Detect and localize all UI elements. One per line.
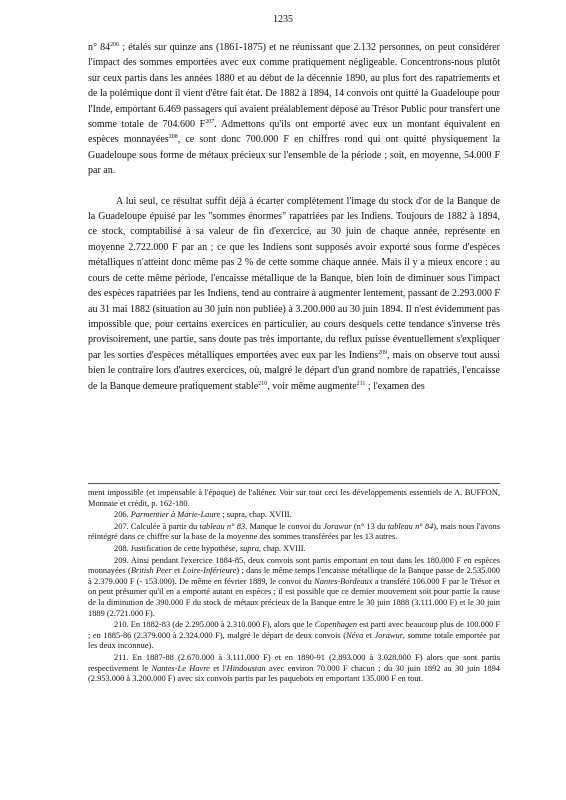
footnote-ref-209: 209: [378, 349, 388, 356]
fn209-em2: Loire-Inférieure: [182, 566, 237, 576]
fn211-c: avec environ 70.000 F chacun ; du 30 juin 1892 au 30 juin 1894 (2.953.000 à 3.200.000 F) avec six convois partis par les paquebots en emportant 135.000 F en tout.: [88, 663, 500, 684]
p2-text-d: ; l'examen des: [365, 380, 425, 392]
footnote-ref-206: 206: [110, 42, 120, 48]
fn209-a: 209. Ainsi pendant l'exercice 1884-85, deux convois sont partis emportant en tout dans les 180.000 F en espèces monnayées (: [88, 555, 500, 576]
fn211-em1: Nantes-Le Havre: [151, 663, 210, 673]
fn210-em2: Néva: [346, 630, 364, 640]
fn211-a: 211. En 1887-88 (2.670.000 à 3.111.000 F) et en 1890-91 (2.893.000 à 3.028.000 F) alors que sont partis respectivement le: [88, 652, 500, 673]
p1-text-b: ; étalés sur quinze ans (1861-1875) et ne réunissant que 2.132 personnes, on peut considérer l'impact des sommes emportées avec eux comme pratiquement négligeable. Concentrons-nous plutôt sur ceux partis dans les années 1880 et au début de la décennie 1890, au plus fort des rapatriements et de la polémique dont il vient d'être fait état. De 1882 à 1894, 14 convois ont quitté la Guadeloupe pour l'Inde, emportant 6.469 passagers qui avaient préalablement déposé au Trésor Public pour transfert une somme totale de 704.600 F: [88, 42, 500, 131]
footnote-ref-211: 211: [356, 380, 366, 387]
fn211-em2: Hindoustan: [226, 663, 266, 673]
paragraph-2: [88, 194, 500, 394]
fn208-a: 208. Justification de cette hypothèse,: [114, 543, 240, 553]
footnote-ref-210: 210: [258, 380, 268, 387]
footnote-211: [88, 653, 500, 685]
fn210-d: , somme totale emportée par les deux inconnue).: [88, 630, 500, 651]
fn207-em2: Jorawur: [323, 521, 352, 531]
fn210-em3: Jorawur: [374, 630, 403, 640]
p1-text-d: , ce sont donc 700.000 F en chiffres rond qui ont quitté physiquement la Guadeloupe sous forme de métaux précieux sur l'ensemble de la période ; soit, en moyenne, 54.000 F par an.: [88, 134, 500, 177]
fn210-b: est parti avec beaucoup plus de 100.000 F ; en 1885-86 (2.379.000 à 2.324.000 F), malgré le départ de deux convois (: [88, 620, 500, 640]
footnote-ref-208: 208: [168, 134, 178, 141]
footnote-209: [88, 556, 500, 620]
p1-text-c: . Admettons qu'ils ont emporté avec eux un montant équivalent en espèces monnayées: [88, 119, 500, 146]
footnote-206: [88, 510, 500, 521]
p2-text-b: , mais on observe tout aussi bien le contraire lors d'autres exercices, où, malgré le départ d'un grand nombre de rapatriés, l'encaisse de la Banque demeure pratiquement stable: [88, 349, 501, 392]
p2-text-a: A lui seul, ce résultat suffit déjà à écarter complètement l'image du stock d'or de la Banque de la Guadeloupe épuisé par les "sommes énormes" rapatriées par les Indiens. Toujours de 1882 à 1894, ce stock, comptabilisé à sa valeur de fin d'exercice, au 30 juin de chaque année, représente en moyenne 2.722.000 F par an ; ce que les Indiens sont supposés avoir exporté sous forme d'espèces métalliques n'atteint donc même pas 2 % de cette somme chaque année. Mais il y a mieux encore : au cours de cette même période, l'encaisse métallique de la Banque, bien loin de diminuer sous l'impact des espèces rapatriées par les Indiens, tend au contraire à augmenter lentement, passant de 2.293.000 F au 31 mai 1882 (situation au 30 juin non publiée) à 3.200.000 au 30 juin 1894. Il n'est évidemment pas impossible que, pour certains exercices en particulier, au cours desquels cette tendance s'inverse très provisoirement, une partie, sans doute pas très importante, du reflux puisse éventuellement s'expliquer par les sorties d'espèces métalliques emportées avec eux par les Indiens: [88, 195, 500, 361]
fn207-c: (n° 13 du: [351, 521, 388, 531]
fn206-rest: ; supra, chap. XVIII.: [220, 510, 292, 520]
fn207-a: 207. Calculée à partir du: [114, 521, 200, 531]
fn207-b: . Manque le convoi du: [245, 521, 324, 531]
fn206-num: 206.: [114, 510, 131, 520]
footnote-ref-207: 207: [205, 119, 215, 126]
fn209-b: et: [171, 566, 183, 576]
fn209-c: ) ; dans le même temps l'encaisse métallique de la Banque passe de 2.535.000 à 2.379.000 F (- 153.000). De même en février 1889, le convoi du: [88, 566, 500, 586]
fn211-b: et l': [209, 663, 227, 673]
page-number: 1235: [273, 14, 293, 25]
footnote-210: [88, 620, 500, 652]
fn207-d: ), mais nous l'avons réintégré dans ce chiffre sur la base de la moyenne des sommes transférées par les 13 autres.: [88, 521, 500, 542]
fn208-b: , chap. XVIII.: [258, 543, 306, 553]
fn210-em1: Copenhagen: [314, 620, 358, 630]
fn209-d: a transféré 106.000 F par le Trésor et on peut présumer qu'il en a emporté autant en espèces ; il est possible que ce dernier mouvement soit pour partie la cause de la diminution de 390.000 F du stock de métaux précieux de la Banque entre le 30 juin 1888 (3.111.000 F) et le 30 juin 1889 (2.721.000 F).: [88, 576, 500, 618]
p1-text-a: n° 84: [88, 42, 111, 53]
paragraph-1: [88, 40, 500, 179]
fn207-em1: tableau n° 83: [199, 521, 246, 531]
body-text: [88, 40, 500, 394]
fn210-c: et: [363, 630, 375, 640]
fn210-a: 210. En 1882-83 (de 2.295.000 à 2.310.000 F), alors que le: [114, 620, 315, 630]
footnote-207: [88, 522, 500, 543]
footnote-208: [88, 544, 500, 555]
fn209-em3: Nantes-Bordeaux: [314, 576, 373, 586]
p2-text-c: , voir même augmente: [267, 380, 357, 392]
footnote-continuation: ment impossible (et impensable à l'époque) de l'aliéner. Voir sur tout ceci les développements essentiels de A. BUFFON, Monnaie et crédit, p. 162-180.: [88, 488, 500, 508]
footnotes: [88, 488, 500, 686]
fn206-italic: Parmentier à Marie-Laure: [130, 510, 221, 520]
fn207-em3: tableau n° 84: [387, 521, 434, 531]
fn209-em1: British Peer: [130, 566, 172, 576]
fn208-em: supra: [239, 543, 259, 553]
footnote-divider: [88, 483, 500, 484]
